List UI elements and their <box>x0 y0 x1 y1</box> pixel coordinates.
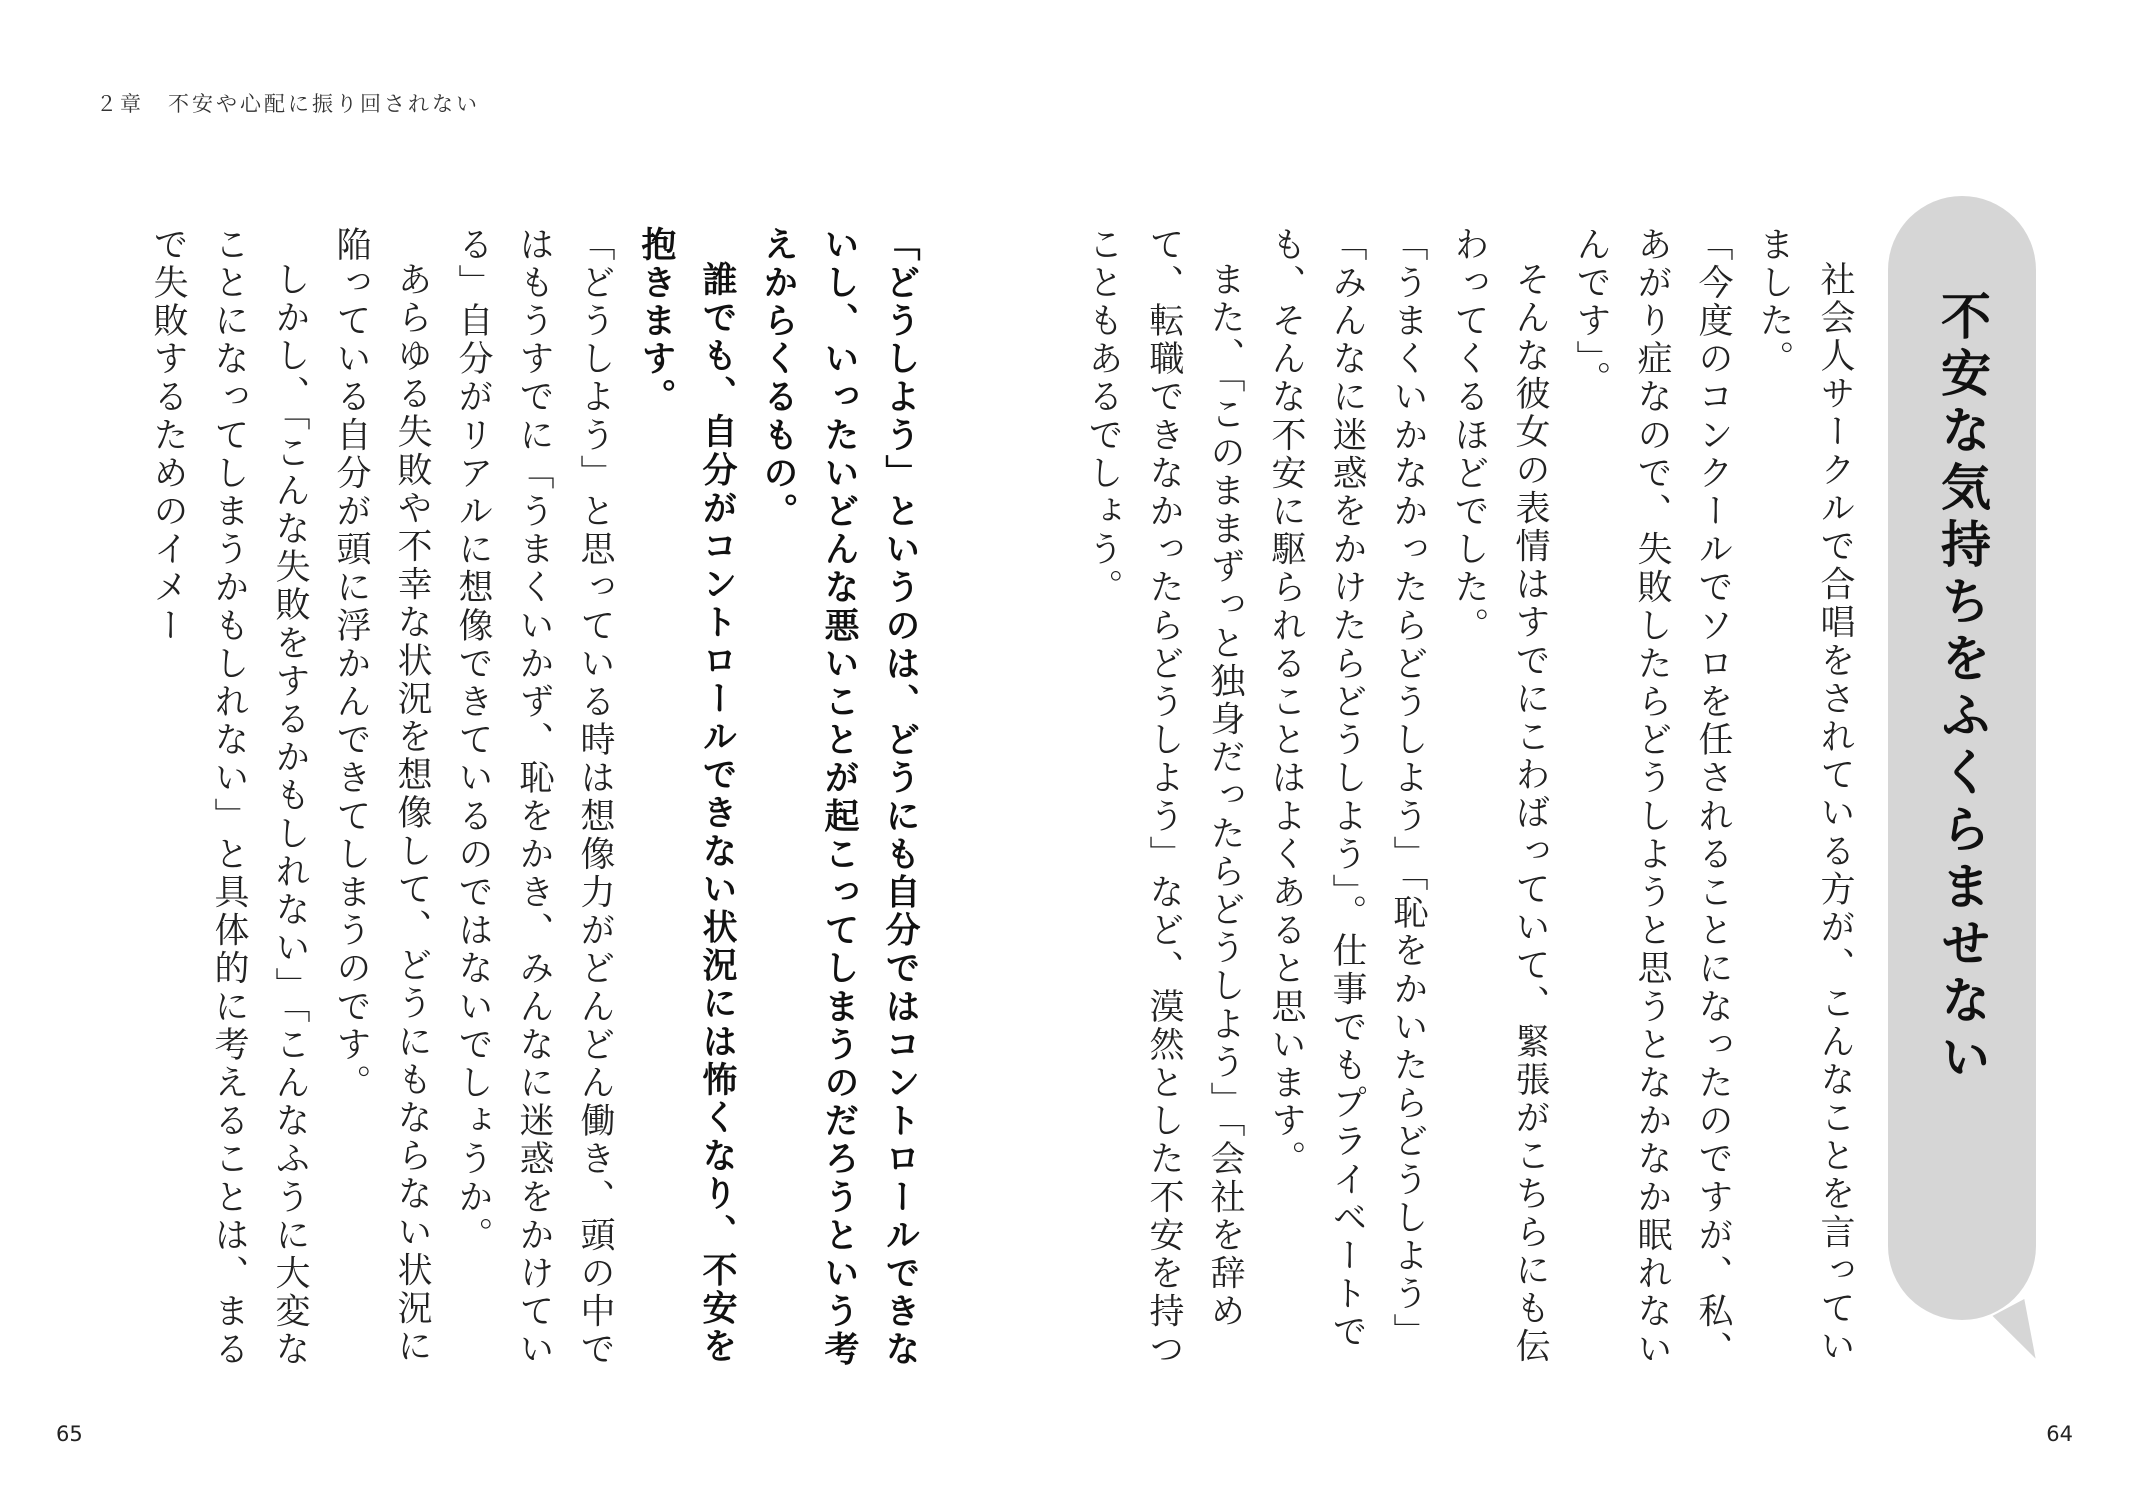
section-title: 不安な気持ちをふくらませない <box>1933 290 1991 1088</box>
paragraph: また、「このままずっと独身だったらどうしよう」「会社を辞めて、転職できなかったらどうしよう」など、漠然とした不安を持つこともあるでしょう。 <box>1083 226 1245 1369</box>
page-number-right: 64 <box>2046 1422 2073 1446</box>
bold-paragraph: 誰でも、自分がコントロールできない状況には怖くなり、不安を抱きます。 <box>636 226 737 1366</box>
paragraph: 「今度のコンクールでソロを任されることになったのですが、私、あがり症なので、失敗したらどうしようと思うとなかなか眠れないんです」。 <box>1571 226 1733 1369</box>
left-page-body <box>100 226 930 1386</box>
bold-paragraph: 「どうしよう」というのは、どうにも自分ではコントロールできないし、いったいどんな悪いことが起こってしまうのだろうという考えからくるもの。 <box>758 226 920 1369</box>
paragraph: あらゆる失敗や不幸な状況を想像して、どうにもならない状況に陥っている自分が頭に浮かんできてしまうのです。 <box>331 226 432 1366</box>
paragraph: 「どうしよう」と思っている時は想像力がどんどん働き、頭の中ではもうすでに「うまくいかず、恥をかき、みんなに迷惑をかけている」自分がリアルに想像できているのではないでしょうか。 <box>453 226 615 1369</box>
paragraph: 社会人サークルで合唱をされている方が、こんなことを言っていました。 <box>1754 226 1855 1366</box>
page-number-left: 65 <box>56 1422 83 1446</box>
running-head: ２章 不安や心配に振り回されない <box>96 92 480 116</box>
paragraph: そんな彼女の表情はすでにこわばっていて、緊張がこちらにも伝わってくるほどでした。 <box>1449 226 1550 1366</box>
speech-bubble-tail <box>1992 1299 2051 1367</box>
paragraph: しかし、「こんな失敗をするかもしれない」「こんなふうに大変なことになってしまうかもしれない」と具体的に考えることは、まるで失敗するためのイメー <box>148 226 310 1369</box>
right-page-body <box>1083 226 1865 1386</box>
paragraph: 「うまくいかなかったらどうしよう」「恥をかいたらどうしよう」「みんなに迷惑をかけたらどうしよう」。仕事でもプライベートでも、そんな不安に駆られることはよくあると思います。 <box>1266 226 1428 1352</box>
